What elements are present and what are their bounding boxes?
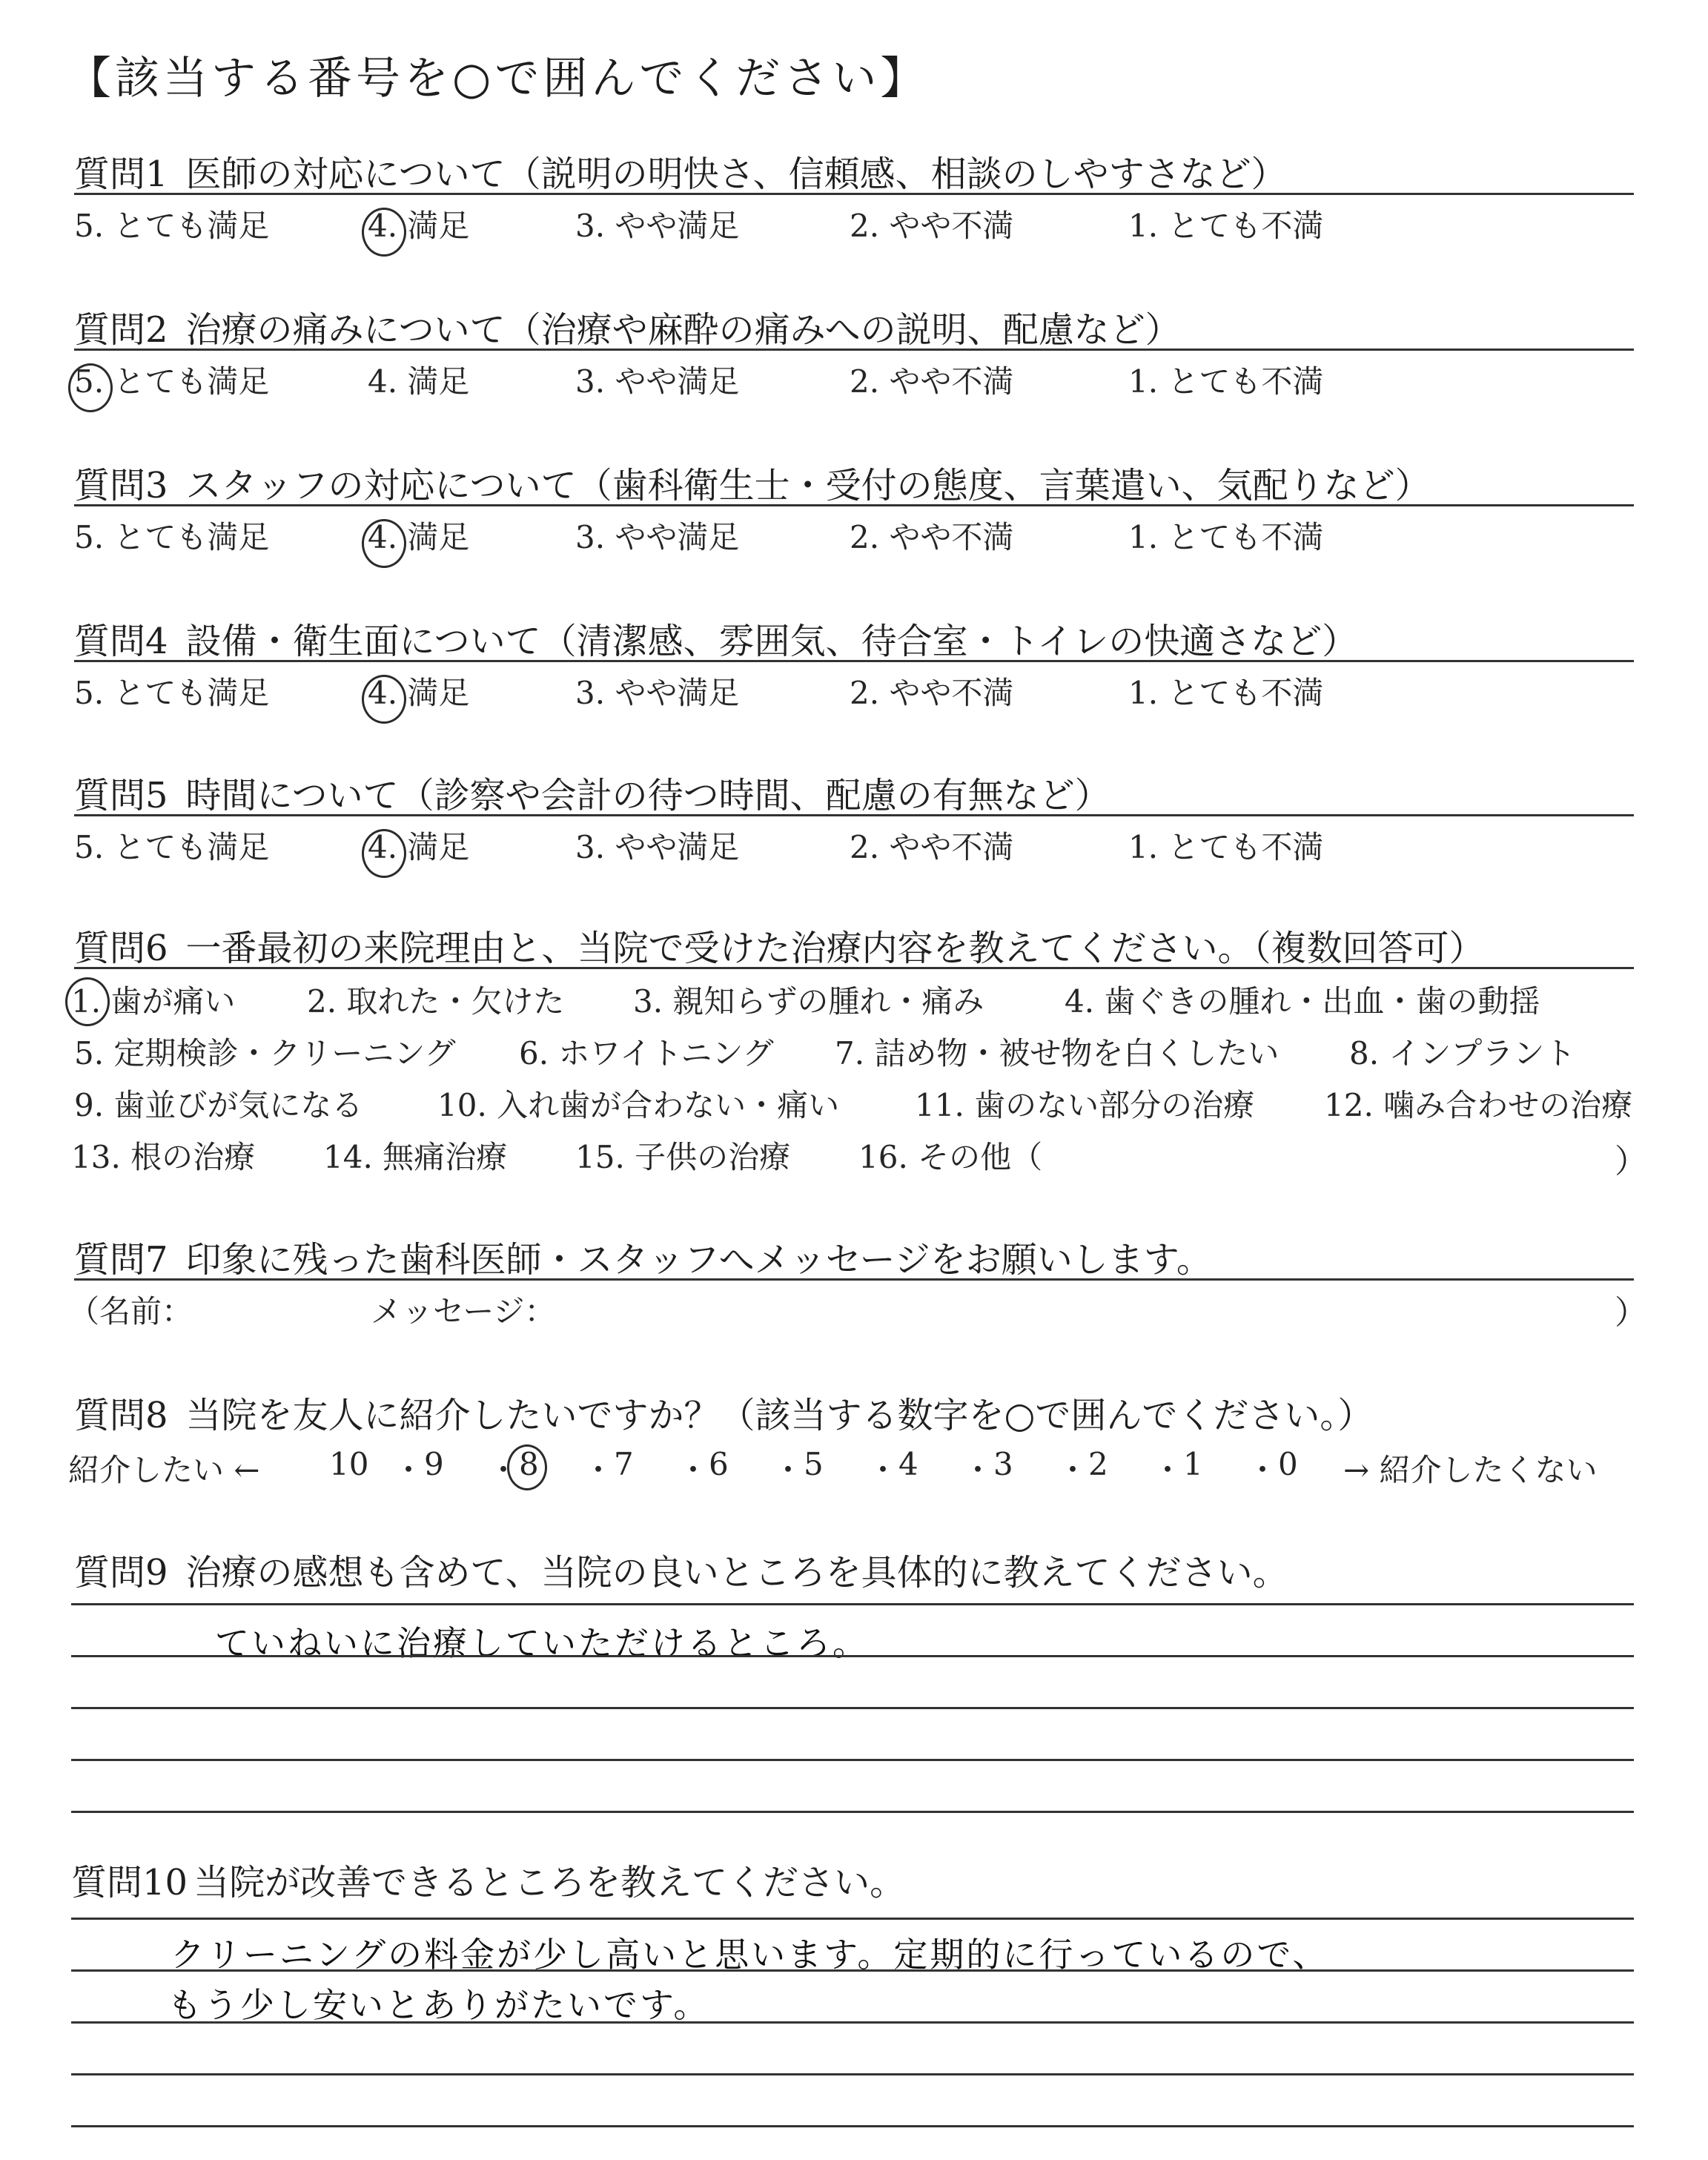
answer-line — [71, 1759, 1634, 1761]
scale-separator: ・ — [583, 1452, 615, 1488]
scale-number-7[interactable]: 7 — [614, 1446, 634, 1482]
rating-option-1[interactable]: 1. とても不満 — [1128, 675, 1324, 711]
scale-separator: ・ — [488, 1452, 520, 1488]
scale-number-3[interactable]: 3 — [993, 1446, 1013, 1482]
question-number: 質問2 — [74, 309, 168, 351]
scale-number-5[interactable]: 5 — [804, 1446, 824, 1482]
rating-option-4[interactable]: 4. 満足 — [368, 208, 470, 244]
answer-line — [71, 2021, 1634, 2024]
rating-option-4[interactable]: 4. 満足 — [368, 675, 470, 711]
answer-line — [71, 2073, 1634, 2075]
reason-option-8[interactable]: 8. インプラント — [1349, 1035, 1576, 1071]
rating-option-5[interactable]: 5. とても満足 — [74, 829, 270, 865]
scale-number-9[interactable]: 9 — [424, 1446, 444, 1482]
question-number: 質問8 — [74, 1395, 168, 1436]
reason-option-7[interactable]: 7. 詰め物・被せ物を白くしたい — [835, 1035, 1280, 1071]
reason-option-1[interactable]: 1. 歯が痛い — [71, 977, 235, 1022]
handwritten-answer-q10-line1: クリーニングの料金が少し高いと思います。定期的に行っているので、 — [171, 1935, 1329, 1975]
answer-line — [71, 1655, 1634, 1657]
answer-line — [71, 1603, 1634, 1605]
rating-option-2[interactable]: 2. やや不満 — [850, 519, 1014, 555]
reason-option-2[interactable]: 2. 取れた・欠けた — [307, 983, 565, 1020]
divider — [74, 660, 1634, 662]
scale-separator: ・ — [867, 1452, 899, 1488]
scale-separator: ・ — [1152, 1452, 1184, 1488]
question-text: 当院を友人に紹介したいですか？（該当する数字を○で囲んでください。） — [185, 1395, 1374, 1436]
divider — [74, 349, 1634, 351]
message-label: メッセージ： — [371, 1293, 556, 1330]
reason-option-14[interactable]: 14. 無痛治療 — [323, 1139, 508, 1175]
rating-option-4[interactable]: 4. 満足 — [368, 363, 470, 400]
scale-number-4[interactable]: 4 — [898, 1446, 918, 1482]
rating-option-3[interactable]: 3. やや満足 — [575, 829, 740, 865]
scale-separator: ・ — [678, 1452, 709, 1488]
divider — [74, 1278, 1634, 1281]
referral-scale — [0, 1446, 1708, 1493]
rating-option-1[interactable]: 1. とても不満 — [1128, 363, 1324, 400]
divider — [74, 504, 1634, 506]
scale-separator: ・ — [1247, 1452, 1279, 1488]
answer-line — [71, 1918, 1634, 1920]
rating-options — [0, 202, 1708, 246]
scale-separator: ・ — [1057, 1452, 1089, 1488]
answer-line — [71, 1707, 1634, 1709]
rating-option-2[interactable]: 2. やや不満 — [850, 208, 1014, 244]
reason-option-11[interactable]: 11. 歯のない部分の治療 — [915, 1087, 1255, 1123]
handwritten-answer-q10-line2: もう少し安いとありがたいです。 — [168, 1985, 710, 2025]
scale-number-6[interactable]: 6 — [709, 1446, 729, 1482]
reason-option-3[interactable]: 3. 親知らずの腫れ・痛み — [633, 983, 984, 1020]
question-text: 当院が改善できるところを教えてください。 — [193, 1862, 906, 1903]
rating-options — [0, 823, 1708, 868]
question-text: 治療の感想も含めて、当院の良いところを具体的に教えてください。 — [185, 1552, 1288, 1593]
scale-right-label: → 紹介したくない — [1343, 1452, 1598, 1488]
scale-separator: ・ — [772, 1452, 804, 1488]
reason-option-15[interactable]: 15. 子供の治療 — [575, 1139, 791, 1175]
rating-option-5[interactable]: 5. とても満足 — [74, 363, 270, 400]
scale-number-2[interactable]: 2 — [1088, 1446, 1108, 1482]
scale-number-0[interactable]: 0 — [1278, 1446, 1298, 1482]
rating-options — [0, 357, 1708, 402]
question-number: 質問9 — [74, 1552, 168, 1593]
close-paren: ） — [1615, 1143, 1647, 1180]
question-number: 質問4 — [74, 621, 168, 662]
reason-option-16[interactable]: 16. その他（ — [858, 1139, 1043, 1175]
question-text: 印象に残った歯科医師・スタッフへメッセージをお願いします。 — [185, 1239, 1212, 1281]
scale-separator: ・ — [962, 1452, 994, 1488]
rating-option-5[interactable]: 5. とても満足 — [74, 208, 270, 244]
scale-left-label: 紹介したい ← — [68, 1452, 260, 1488]
rating-option-5[interactable]: 5. とても満足 — [74, 675, 270, 711]
rating-option-2[interactable]: 2. やや不満 — [850, 829, 1014, 865]
rating-option-4[interactable]: 4. 満足 — [368, 829, 470, 865]
name-label: （名前： — [68, 1293, 193, 1330]
reason-option-4[interactable]: 4. 歯ぐきの腫れ・出血・歯の動揺 — [1065, 983, 1540, 1020]
rating-option-5[interactable]: 5. とても満足 — [74, 519, 270, 555]
question-text: 治療の痛みについて（治療や麻酔の痛みへの説明、配慮など） — [185, 309, 1181, 351]
question-text: 時間について（診察や会計の待つ時間、配慮の有無など） — [185, 775, 1110, 816]
rating-options — [0, 513, 1708, 558]
question-number: 質問7 — [74, 1239, 168, 1281]
form-header: 【該当する番号を○で囲んでください】 — [67, 53, 929, 105]
rating-option-4[interactable]: 4. 満足 — [368, 519, 470, 555]
question-number: 質問1 — [74, 153, 168, 195]
rating-option-3[interactable]: 3. やや満足 — [575, 519, 740, 555]
rating-option-1[interactable]: 1. とても不満 — [1128, 829, 1324, 865]
reason-option-5[interactable]: 5. 定期検診・クリーニング — [74, 1035, 456, 1071]
answer-line — [71, 1969, 1634, 1972]
divider — [74, 967, 1634, 969]
reason-option-9[interactable]: 9. 歯並びが気になる — [74, 1087, 363, 1123]
question-text: スタッフの対応について（歯科衛生士・受付の態度、言葉遣い、気配りなど） — [185, 465, 1431, 506]
question-text: 一番最初の来院理由と、当院で受けた治療内容を教えてください。（複数回答可） — [185, 928, 1485, 969]
rating-options — [0, 669, 1708, 713]
rating-option-3[interactable]: 3. やや満足 — [575, 675, 740, 711]
reason-option-6[interactable]: 6. ホワイトニング — [519, 1035, 774, 1071]
reason-option-12[interactable]: 12. 噛み合わせの治療 — [1324, 1087, 1633, 1123]
rating-option-2[interactable]: 2. やや不満 — [850, 363, 1014, 400]
divider — [74, 814, 1634, 816]
answer-line — [71, 2125, 1634, 2127]
question-number: 質問6 — [74, 928, 168, 969]
question-text: 医師の対応について（説明の明快さ、信頼感、相談のしやすさなど） — [185, 153, 1287, 195]
scale-number-10[interactable]: 10 — [329, 1446, 369, 1482]
question-number: 質問10 — [71, 1862, 188, 1903]
rating-option-1[interactable]: 1. とても不満 — [1128, 208, 1324, 244]
question-number: 質問5 — [74, 775, 168, 816]
answer-line — [71, 1811, 1634, 1813]
divider — [74, 193, 1634, 195]
reason-option-10[interactable]: 10. 入れ歯が合わない・痛い — [437, 1087, 840, 1123]
question-text: 設備・衛生面について（清潔感、雰囲気、待合室・トイレの快適さなど） — [185, 621, 1358, 662]
close-paren: ） — [1615, 1294, 1647, 1332]
rating-option-1[interactable]: 1. とても不満 — [1128, 519, 1324, 555]
reason-option-13[interactable]: 13. 根の治療 — [71, 1139, 256, 1175]
scale-number-8[interactable]: 8 — [519, 1446, 539, 1482]
handwritten-answer-q9: ていねいに治療していただけるところ。 — [215, 1623, 869, 1663]
question-number: 質問3 — [74, 465, 168, 506]
scale-number-1[interactable]: 1 — [1183, 1446, 1203, 1482]
rating-option-3[interactable]: 3. やや満足 — [575, 208, 740, 244]
rating-option-3[interactable]: 3. やや満足 — [575, 363, 740, 400]
scale-separator: ・ — [393, 1452, 425, 1488]
rating-option-2[interactable]: 2. やや不満 — [850, 675, 1014, 711]
